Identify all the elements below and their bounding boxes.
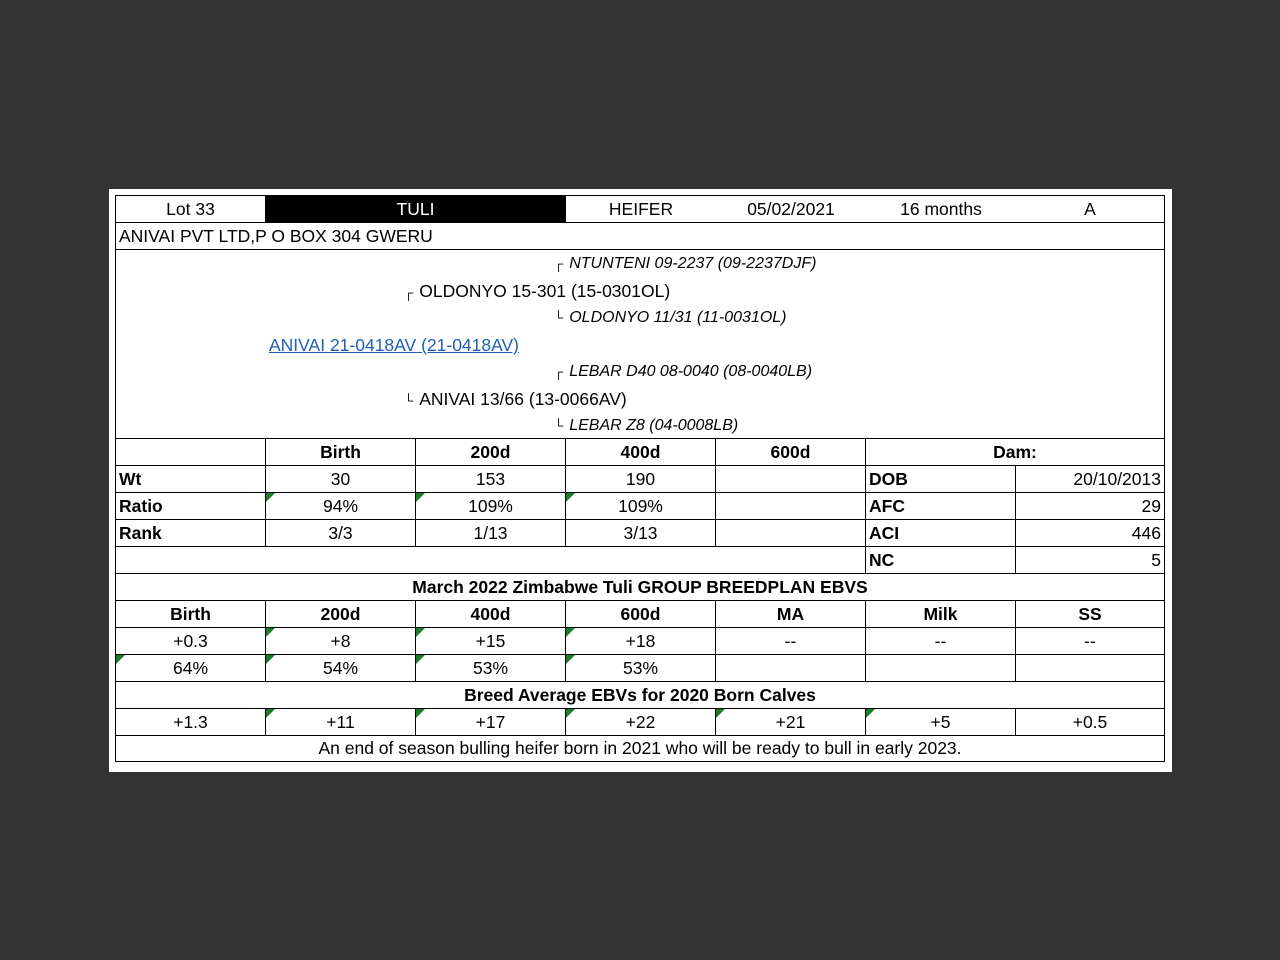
ebv-header-ma: MA bbox=[716, 601, 866, 628]
comment-marker-icon[interactable] bbox=[416, 709, 425, 718]
ebv-accuracy-ss bbox=[1016, 655, 1164, 682]
ebv-header-milk: Milk bbox=[866, 601, 1016, 628]
owner-row bbox=[116, 223, 1164, 250]
nc-row bbox=[116, 547, 1164, 574]
nc-spacer bbox=[116, 547, 866, 574]
weights-header-row bbox=[116, 439, 1164, 466]
ebv-value-ss: -- bbox=[1016, 628, 1164, 655]
ratio-600d bbox=[716, 493, 866, 520]
wt-600d bbox=[716, 466, 866, 493]
wt-400d: 190 bbox=[566, 466, 716, 493]
ebv-value-600d: +18 bbox=[566, 628, 716, 655]
ratio-birth: 94% bbox=[266, 493, 416, 520]
animal-link[interactable]: ANIVAI 21-0418AV (21-0418AV) bbox=[269, 335, 519, 355]
owner: ANIVAI PVT LTD,P O BOX 304 GWERU bbox=[116, 223, 1164, 250]
dam-label-aci: ACI bbox=[866, 520, 1016, 547]
ebv-header-600d: 600d bbox=[566, 601, 716, 628]
ebv-accuracy-milk bbox=[866, 655, 1016, 682]
lot-comment: An end of season bulling heifer born in 2021 who will be ready to bull in early 2023. bbox=[318, 738, 962, 758]
breed-avg-400d: +17 bbox=[416, 709, 566, 736]
ratio-row bbox=[116, 493, 1164, 520]
breed-avg-birth: +1.3 bbox=[116, 709, 266, 736]
rank-birth: 3/3 bbox=[266, 520, 416, 547]
breed-avg-ma: +21 bbox=[716, 709, 866, 736]
lot-table bbox=[115, 195, 1165, 762]
ratio-400d: 109% bbox=[566, 493, 716, 520]
ebv-accuracy-200d: 54% bbox=[266, 655, 416, 682]
weights-header-birth: Birth bbox=[266, 439, 416, 466]
ebv-accuracy-600d: 53% bbox=[566, 655, 716, 682]
breed-avg-title: Breed Average EBVs for 2020 Born Calves bbox=[116, 682, 1164, 709]
ebv-header-400d: 400d bbox=[416, 601, 566, 628]
wt-200d: 153 bbox=[416, 466, 566, 493]
ebv-value-milk: -- bbox=[866, 628, 1016, 655]
ratio-200d: 109% bbox=[416, 493, 566, 520]
ebv-header-row bbox=[116, 601, 1164, 628]
comment-marker-icon[interactable] bbox=[866, 709, 875, 718]
ebv-header-birth: Birth bbox=[116, 601, 266, 628]
ebv-accuracy-400d: 53% bbox=[416, 655, 566, 682]
comment-marker-icon[interactable] bbox=[266, 493, 275, 502]
comment-marker-icon[interactable] bbox=[566, 709, 575, 718]
breed-avg-200d: +11 bbox=[266, 709, 416, 736]
dam-value-afc: 29 bbox=[1016, 493, 1164, 520]
weight-row bbox=[116, 466, 1164, 493]
ebv-title: March 2022 Zimbabwe Tuli GROUP BREEDPLAN EBVS bbox=[116, 574, 1164, 601]
rank-400d: 3/13 bbox=[566, 520, 716, 547]
ebv-accuracy-birth: 64% bbox=[116, 655, 266, 682]
sex: HEIFER bbox=[566, 196, 716, 223]
pedigree-dam-dam: └ LEBAR Z8 (04-0008LB) bbox=[554, 417, 739, 434]
header-row bbox=[116, 196, 1164, 223]
comment-marker-icon[interactable] bbox=[266, 655, 275, 664]
comment-marker-icon[interactable] bbox=[716, 709, 725, 718]
breed-avg-row bbox=[116, 709, 1164, 736]
ebv-title-row bbox=[116, 574, 1164, 601]
pedigree-animal[interactable] bbox=[269, 335, 519, 356]
pedigree-sire-sire: ┌ NTUNTENI 09-2237 (09-2237DJF) bbox=[554, 255, 817, 272]
ebv-accuracy-ma bbox=[716, 655, 866, 682]
rank-600d bbox=[716, 520, 866, 547]
ebv-header-ss: SS bbox=[1016, 601, 1164, 628]
dam-value-aci: 446 bbox=[1016, 520, 1164, 547]
comment-marker-icon[interactable] bbox=[566, 493, 575, 502]
comment-marker-icon[interactable] bbox=[266, 709, 275, 718]
ebv-accuracy-row bbox=[116, 655, 1164, 682]
dam-label-dob: DOB bbox=[866, 466, 1016, 493]
ebv-value-ma: -- bbox=[716, 628, 866, 655]
birth-date: 05/02/2021 bbox=[716, 196, 866, 223]
ebv-values-row bbox=[116, 628, 1164, 655]
age: 16 months bbox=[866, 196, 1016, 223]
weights-header-200d: 200d bbox=[416, 439, 566, 466]
ebv-value-200d: +8 bbox=[266, 628, 416, 655]
comment-marker-icon[interactable] bbox=[116, 655, 125, 664]
weights-corner bbox=[116, 439, 266, 466]
breed-name: TULI bbox=[266, 196, 566, 223]
pedigree-dam-sire: ┌ LEBAR D40 08-0040 (08-0040LB) bbox=[554, 363, 813, 380]
comment-marker-icon[interactable] bbox=[566, 628, 575, 637]
comment-marker-icon[interactable] bbox=[266, 628, 275, 637]
weights-header-400d: 400d bbox=[566, 439, 716, 466]
lot-number: Lot 33 bbox=[116, 196, 266, 223]
pedigree-sire-dam: └ OLDONYO 11/31 (11-0031OL) bbox=[554, 309, 787, 326]
pedigree-sire: ┌ OLDONYO 15-301 (15-0301OL) bbox=[404, 281, 671, 301]
comment-marker-icon[interactable] bbox=[416, 628, 425, 637]
lot-card bbox=[109, 189, 1172, 772]
row-label-wt: Wt bbox=[116, 466, 266, 493]
row-label-rank: Rank bbox=[116, 520, 266, 547]
comment-marker-icon[interactable] bbox=[566, 655, 575, 664]
ebv-value-400d: +15 bbox=[416, 628, 566, 655]
dam-header: Dam: bbox=[866, 439, 1164, 466]
dam-label-nc: NC bbox=[866, 547, 1016, 574]
grade: A bbox=[1016, 196, 1164, 223]
comment-row bbox=[116, 736, 1164, 761]
ebv-value-birth: +0.3 bbox=[116, 628, 266, 655]
breed-avg-600d: +22 bbox=[566, 709, 716, 736]
row-label-ratio: Ratio bbox=[116, 493, 266, 520]
breed-avg-milk: +5 bbox=[866, 709, 1016, 736]
pedigree bbox=[116, 250, 1164, 439]
dam-value-nc: 5 bbox=[1016, 547, 1164, 574]
comment-marker-icon[interactable] bbox=[416, 655, 425, 664]
rank-row bbox=[116, 520, 1164, 547]
pedigree-dam: └ ANIVAI 13/66 (13-0066AV) bbox=[404, 389, 627, 409]
dam-value-dob: 20/10/2013 bbox=[1016, 466, 1164, 493]
breed-avg-ss: +0.5 bbox=[1016, 709, 1164, 736]
ebv-header-200d: 200d bbox=[266, 601, 416, 628]
weights-header-600d: 600d bbox=[716, 439, 866, 466]
wt-birth: 30 bbox=[266, 466, 416, 493]
dam-label-afc: AFC bbox=[866, 493, 1016, 520]
comment-marker-icon[interactable] bbox=[416, 493, 425, 502]
breed-avg-title-row bbox=[116, 682, 1164, 709]
rank-200d: 1/13 bbox=[416, 520, 566, 547]
